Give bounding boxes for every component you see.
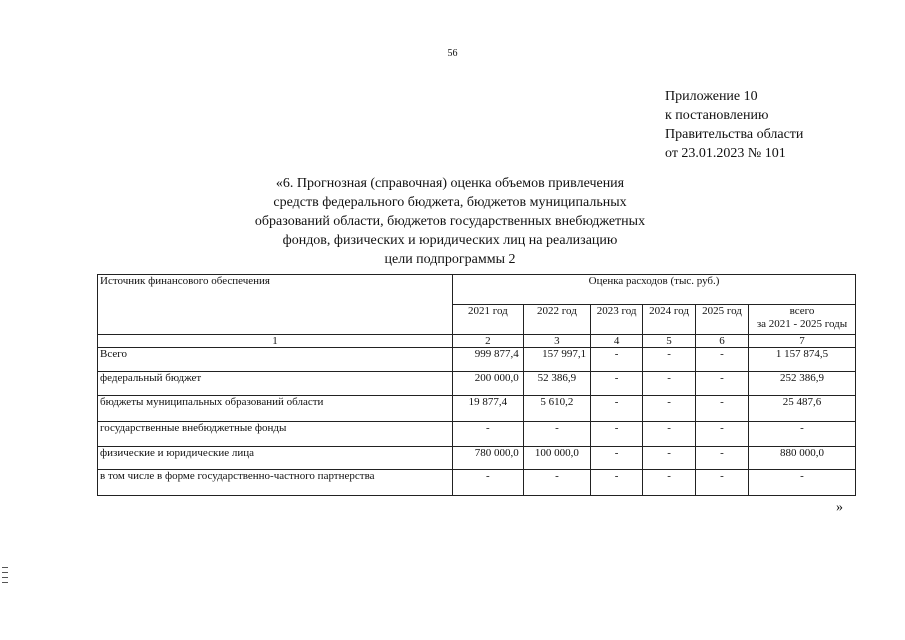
header-source: Источник финансового обеспечения bbox=[98, 275, 453, 335]
closing-quote: » bbox=[836, 500, 843, 515]
cell-2025: - bbox=[696, 372, 749, 396]
column-numbers-row bbox=[98, 335, 856, 348]
scan-edge-marks bbox=[2, 567, 8, 591]
appendix-line: к постановлению bbox=[665, 108, 769, 123]
cell-2024: - bbox=[643, 470, 696, 496]
cell-2021: 200 000,0 bbox=[453, 372, 524, 396]
heading-line: «6. Прогнозная (справочная) оценка объемов привлечения bbox=[275, 176, 625, 191]
cell-2021: 999 877,4 bbox=[453, 348, 524, 372]
appendix-note bbox=[665, 87, 803, 163]
header-total-line: за 2021 - 2025 годы bbox=[756, 318, 848, 330]
cell-2024: - bbox=[643, 348, 696, 372]
cell-2025: - bbox=[696, 396, 749, 422]
header-estimate: Оценка расходов (тыс. руб.) bbox=[453, 275, 856, 305]
column-number: 1 bbox=[98, 335, 453, 348]
row-source: в том числе в форме государственно-частного партнерства bbox=[98, 470, 453, 496]
cell-total: 252 386,9 bbox=[748, 372, 855, 396]
cell-2022: 5 610,2 bbox=[523, 396, 590, 422]
header-year: 2022 год bbox=[523, 305, 590, 335]
cell-2024: - bbox=[643, 396, 696, 422]
cell-2021: - bbox=[453, 470, 524, 496]
heading-line: фондов, физических и юридических лиц на реализацию bbox=[282, 233, 618, 248]
cell-2022: 157 997,1 bbox=[523, 348, 590, 372]
cell-2025: - bbox=[696, 470, 749, 496]
appendix-line: от 23.01.2023 № 101 bbox=[665, 146, 786, 161]
cell-2022: - bbox=[523, 470, 590, 496]
cell-2023: - bbox=[591, 447, 643, 470]
row-source: Всего bbox=[98, 348, 453, 372]
table-row bbox=[98, 470, 856, 496]
page-number: 56 bbox=[447, 48, 458, 59]
cell-2023: - bbox=[591, 470, 643, 496]
column-number: 3 bbox=[523, 335, 590, 348]
header-total-line: всего bbox=[789, 305, 815, 317]
cell-2021: 19 877,4 bbox=[453, 396, 524, 422]
cell-total: 25 487,6 bbox=[748, 396, 855, 422]
cell-2025: - bbox=[696, 447, 749, 470]
cell-2021: - bbox=[453, 422, 524, 447]
appendix-line: Приложение 10 bbox=[665, 89, 758, 104]
funding-table bbox=[97, 274, 856, 496]
column-number: 6 bbox=[696, 335, 749, 348]
column-number: 7 bbox=[748, 335, 855, 348]
cell-2025: - bbox=[696, 422, 749, 447]
cell-total: - bbox=[748, 470, 855, 496]
row-source: физические и юридические лица bbox=[98, 447, 453, 470]
appendix-line: Правительства области bbox=[665, 127, 804, 142]
header-year: 2023 год bbox=[591, 305, 643, 335]
cell-2023: - bbox=[591, 372, 643, 396]
header-year: 2025 год bbox=[696, 305, 749, 335]
cell-2025: - bbox=[696, 348, 749, 372]
cell-2024: - bbox=[643, 422, 696, 447]
header-year: 2024 год bbox=[643, 305, 696, 335]
header-year: 2021 год bbox=[453, 305, 524, 335]
column-number: 2 bbox=[453, 335, 524, 348]
cell-2023: - bbox=[591, 396, 643, 422]
cell-2022: 100 000,0 bbox=[523, 447, 590, 470]
row-source: бюджеты муниципальных образований области bbox=[98, 396, 453, 422]
table-row bbox=[98, 447, 856, 470]
column-number: 4 bbox=[591, 335, 643, 348]
cell-2024: - bbox=[643, 372, 696, 396]
cell-2021: 780 000,0 bbox=[453, 447, 524, 470]
table-header-row bbox=[98, 275, 856, 305]
cell-2023: - bbox=[591, 422, 643, 447]
cell-2022: - bbox=[523, 422, 590, 447]
cell-2023: - bbox=[591, 348, 643, 372]
table-row bbox=[98, 422, 856, 447]
row-source: федеральный бюджет bbox=[98, 372, 453, 396]
heading-line: образований области, бюджетов государственных внебюджетных bbox=[254, 214, 646, 229]
cell-total: 1 157 874,5 bbox=[748, 348, 855, 372]
table-row bbox=[98, 372, 856, 396]
heading-line: средств федерального бюджета, бюджетов муниципальных bbox=[273, 195, 627, 210]
table-row bbox=[98, 348, 856, 372]
cell-total: 880 000,0 bbox=[748, 447, 855, 470]
section-heading bbox=[200, 174, 700, 269]
cell-2024: - bbox=[643, 447, 696, 470]
table-row bbox=[98, 396, 856, 422]
heading-line: цели подпрограммы 2 bbox=[384, 252, 516, 267]
column-number: 5 bbox=[643, 335, 696, 348]
row-source: государственные внебюджетные фонды bbox=[98, 422, 453, 447]
cell-2022: 52 386,9 bbox=[523, 372, 590, 396]
cell-total: - bbox=[748, 422, 855, 447]
header-total bbox=[748, 305, 855, 335]
